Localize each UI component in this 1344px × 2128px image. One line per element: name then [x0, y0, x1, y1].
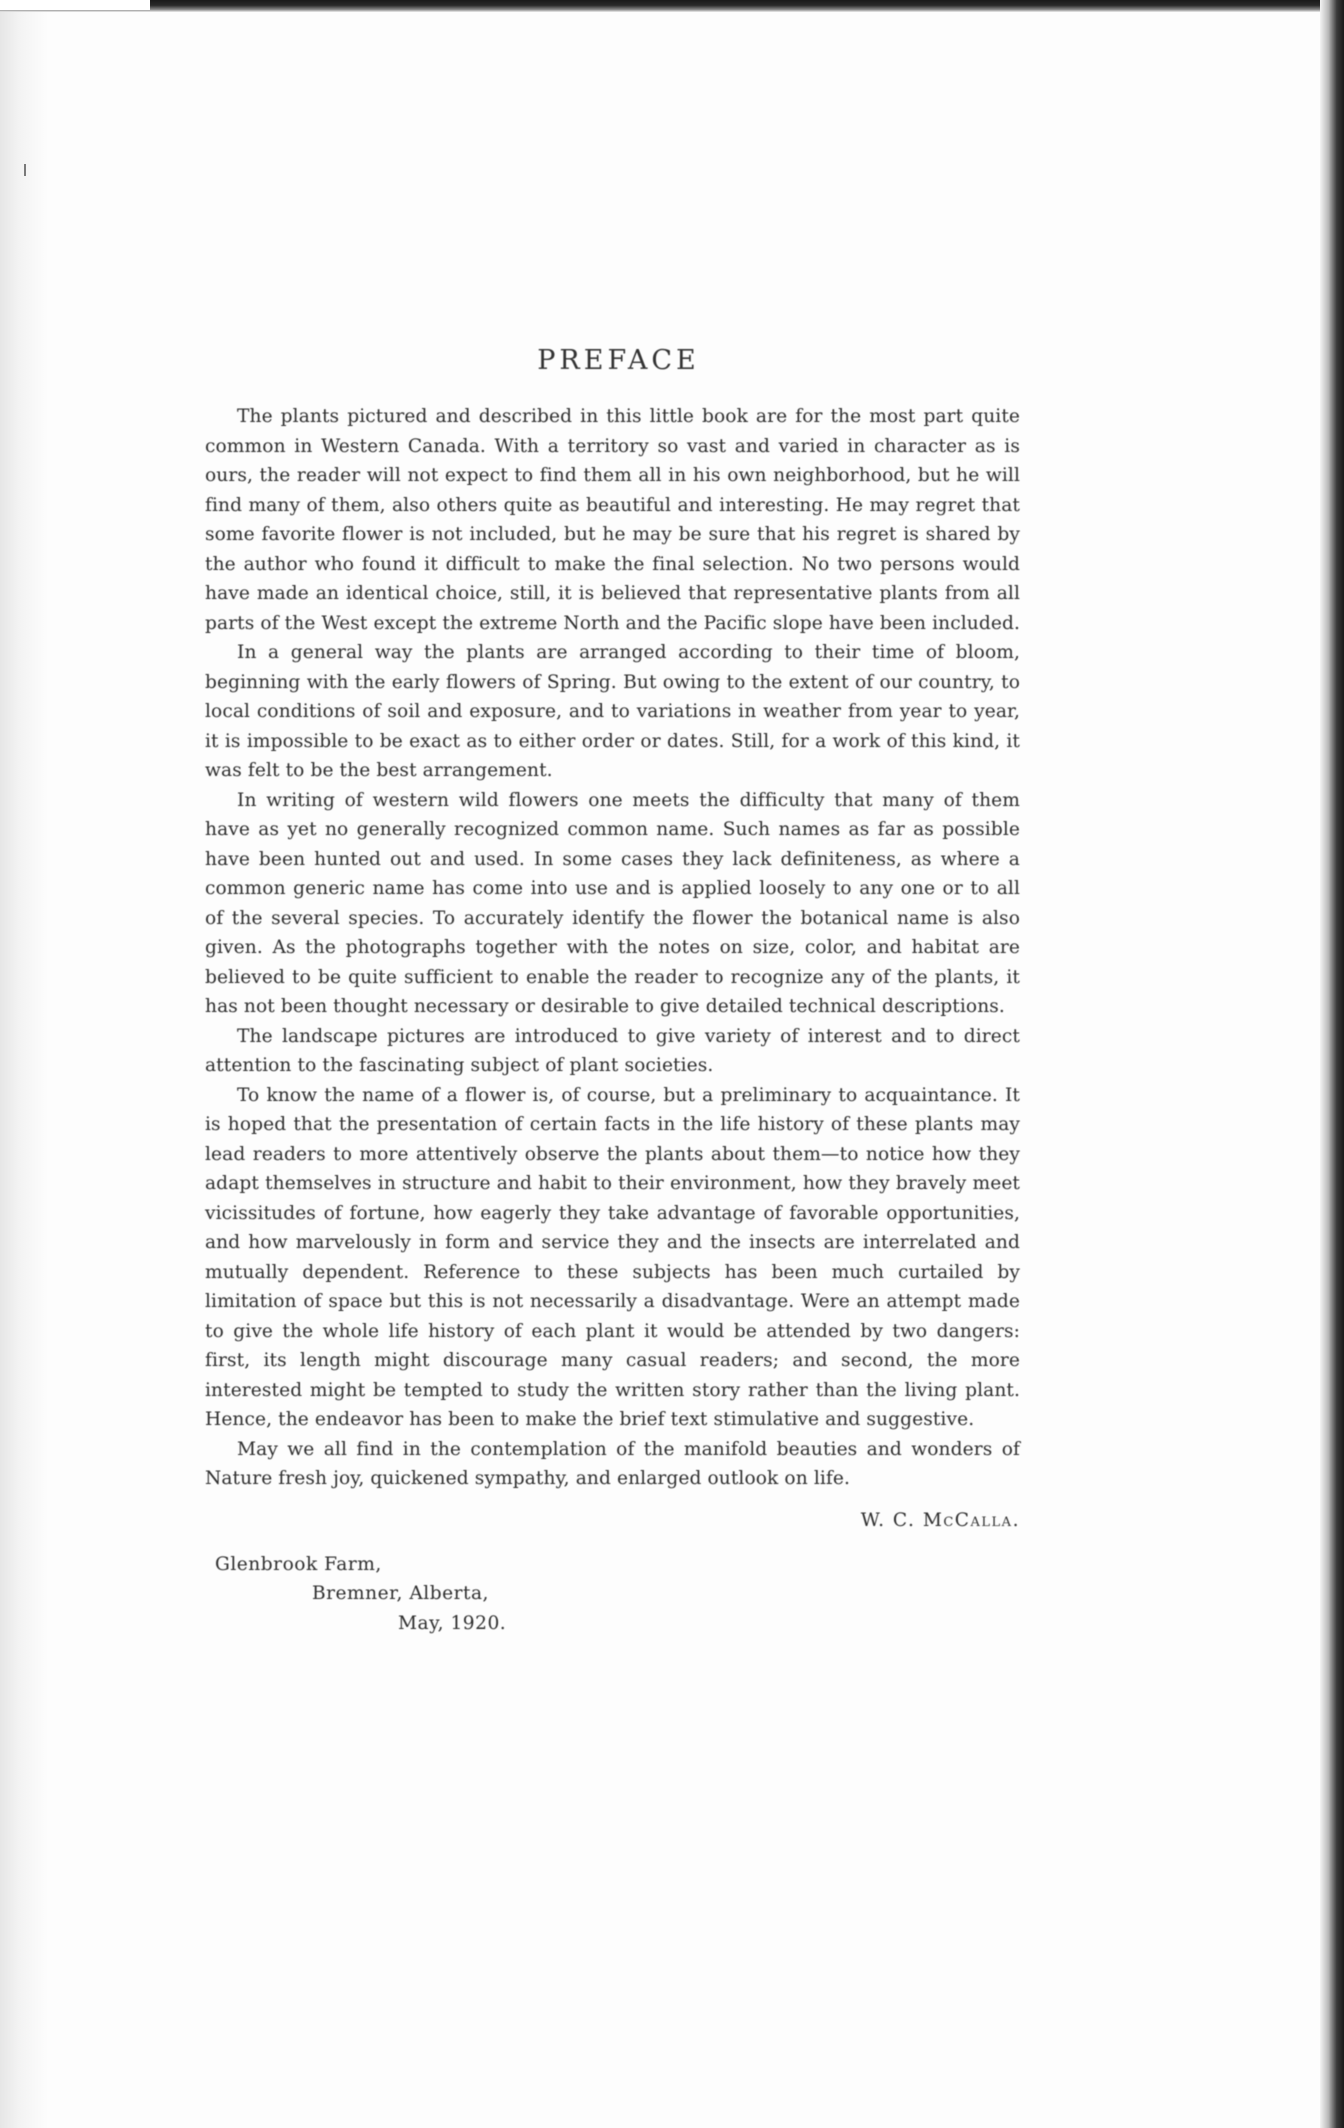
scan-top-edge — [0, 0, 1344, 12]
preface-content — [205, 345, 1020, 1638]
address-line-farm: Glenbrook Farm, — [215, 1553, 382, 1575]
address-line-date: May, 1920. — [398, 1612, 507, 1634]
paragraph-4: The landscape pictures are introduced to give variety of interest and to direct attention to the fascinating subject of plant societies. — [205, 1025, 1020, 1076]
paragraph-2: In a general way the plants are arranged according to their time of bloom, beginning with the early flowers of Spring. But owing to the extent of our country, to local conditions of soil and exposure, and to variations in weather from year to year, it is impossible to be exact as to either order or dates. Still, for a work of this kind, it was felt to be the best arrangement. — [205, 642, 1020, 781]
address-block — [205, 1550, 1020, 1639]
author-signature — [205, 1506, 1020, 1536]
paragraph-1: The plants pictured and described in this little book are for the most part quite common in Western Canada. With a territory so vast and varied in character as is ours, the reader will not expect to find them all in his own neighborhood, but he will find many of them, also others quite as beautiful and interesting. He may regret that some favorite flower is not included, but he may be sure that his regret is shared by the author who found it difficult to make the final selection. No two persons would have made an identical choice, still, it is believed that representative plants from all parts of the West except the extreme North and the Pacific slope have been included. — [205, 406, 1020, 634]
scan-right-edge — [1320, 0, 1344, 2128]
paragraph-3: In writing of western wild flowers one meets the difficulty that many of them have as yet no generally recognized common name. Such names as far as possible have been hunted out and used. In some cases they lack definiteness, as where a common generic name has come into use and is applied loosely to any one or to all of the several species. To accurately identify the flower the botanical name is also given. As the photographs together with the notes on size, color, and habitat are believed to be quite sufficient to enable the reader to recognize any of the plants, it has not been thought necessary or desirable to give detailed technical descriptions. — [205, 789, 1020, 1017]
signature-initials: W. C. M — [860, 1509, 944, 1531]
margin-mark — [24, 164, 26, 176]
page-gutter-shadow — [0, 10, 48, 2128]
scan-top-edge-gap — [0, 0, 150, 10]
paragraph-5: To know the name of a flower is, of course, but a preliminary to acquaintance. It is hoped that the presentation of certain facts in the life history of these plants may lead readers to more attentively observe the plants about them—to notice how they adapt themselves in structure and habit to their environment, how they bravely meet vicissitudes of fortune, how eagerly they take advantage of favorable opportunities, and how marvelously in form and service they and the insects are interrelated and mutually dependent. Reference to these subjects has been much curtailed by limitation of space but this is not necessarily a disadvantage. Were an attempt made to give the whole life history of each plant it would be attended by two dangers: first, its length might discourage many casual readers; and second, the more interested might be tempted to study the written story rather than the living plant. Hence, the endeavor has been to make the brief text stimulative and suggestive. — [205, 1084, 1020, 1430]
paragraph-6: May we all find in the contemplation of the manifold beauties and wonders of Nature fresh joy, quickened sympathy, and enlarged outlook on life. — [205, 1438, 1020, 1489]
address-line-town: Bremner, Alberta, — [312, 1583, 489, 1604]
signature-surname: cCalla. — [943, 1509, 1020, 1531]
page-title: PREFACE — [537, 345, 700, 376]
